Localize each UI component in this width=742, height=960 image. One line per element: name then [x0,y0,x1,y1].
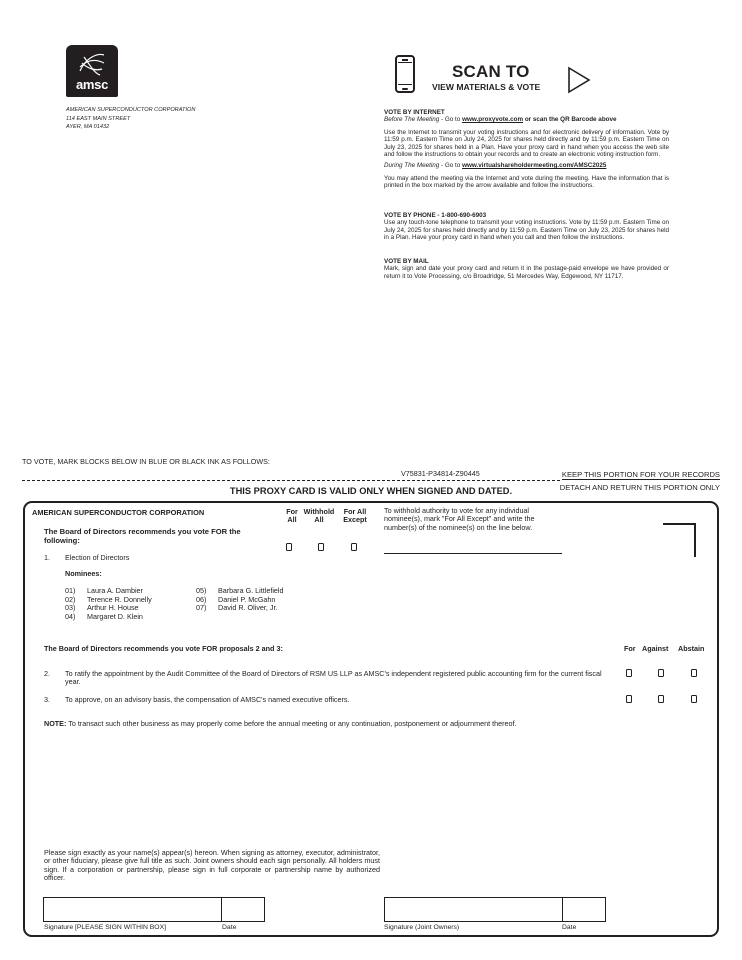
for-all-except-checkbox[interactable] [351,543,357,551]
header-address [66,106,195,132]
item1-number: 1. [44,553,50,562]
scan-heading: SCAN TO [452,62,530,81]
item3-text: To approve, on an advisory basis, the compensation of AMSC's named executive officers. [65,695,350,704]
keep-divider [562,479,720,480]
nominee-item: 05) Barbara G. Littlefield [196,586,284,595]
joint-signature-label: Signature (Joint Owners) [384,924,460,931]
control-number: V75831-P34814-Z90445 [401,469,480,478]
during-meeting-line: During The Meeting - Go to www.virtualshareholdermeeting.com/AMSC2025 [384,162,607,170]
col-withhold-all: Withhold All [303,507,335,524]
nominee-item: 04) Margaret D. Klein [65,611,143,621]
corner-mark [663,523,695,525]
logo-text: amsc [75,77,109,92]
nominees-label: Nominees: [65,569,102,578]
marking-instructions: TO VOTE, MARK BLOCKS BELOW IN BLUE OR BLACK INK AS FOLLOWS: [22,457,270,466]
proposal2-against-checkbox[interactable] [658,669,664,677]
joint-date-label: Date [562,924,577,931]
col-for-all-except: For All Except [343,507,367,524]
board-recommendation-proposals: The Board of Directors recommends you vote FOR proposals 2 and 3: [44,644,283,653]
col-abstain: Abstain [678,644,705,653]
item3-number: 3. [44,695,50,704]
withhold-instructions: To withhold authority to vote for any individual nominee(s), mark "For All Except" and write the number(s) of the nominee(s) on the line below. [384,506,535,532]
address-line: 114 EAST MAIN STREET [66,115,131,122]
col-for-all: For All [286,507,298,524]
item1-text: Election of Directors [65,553,130,562]
proxyvote-link[interactable]: www.proxyvote.com [462,116,524,124]
nominee-item: 02) Terence R. Donnelly [65,594,152,604]
scan-subheading: VIEW MATERIALS & VOTE [432,82,541,92]
detach-dashed-line [22,480,560,481]
nominee-item: 07) David R. Oliver, Jr. [196,603,278,613]
joint-signature-box[interactable] [384,897,563,922]
vote-phone-heading: VOTE BY PHONE - 1-800-690-6903 [384,212,487,219]
date-box[interactable] [221,897,265,922]
before-meeting-line: Before The Meeting - Go to www.proxyvote.com or scan the QR Barcode above [384,116,617,124]
sign-instructions: Please sign exactly as your name(s) appear(s) hereon. When signing as attorney, executor, administrator, or other fiduciary, please give full title as such. Joint owners should each sign personally. All holders must sign. If a corporation or partnership, please sign in full corporate or partnership name by authorized officer. [44,848,380,883]
proposal2-abstain-checkbox[interactable] [691,669,697,677]
vote-mail-body: Mark, sign and date your proxy card and return it in the postage-paid envelope we have provided or return it to Vote Processing, c/o Broadridge, 51 Mercedes Way, Edgewood, NY 11717. [384,265,669,280]
nominee-item: 06) Daniel P. McGahn [196,594,276,604]
nominee-item: 01) Laura A. Dambier [65,586,143,595]
col-against: Against [642,644,669,653]
nominee-item: 03) Arthur H. House [65,603,139,613]
withhold-all-checkbox[interactable] [318,543,324,551]
proposal2-for-checkbox[interactable] [626,669,632,677]
vote-phone-section [384,212,669,242]
date-label: Date [222,924,237,931]
signature-label: Signature [PLEASE SIGN WITHIN BOX] [44,924,167,931]
nominees-left-list [65,587,152,621]
swirl-icon [76,49,108,79]
proposal3-for-checkbox[interactable] [626,695,632,703]
company-logo [66,45,118,97]
proposal3-abstain-checkbox[interactable] [691,695,697,703]
keep-portion-label: KEEP THIS PORTION FOR YOUR RECORDS [561,470,720,479]
vote-phone-body: Use any touch-tone telephone to transmit your voting instructions. Vote by 11:59 p.m. Eastern Time on July 24, 2025 for shares held directly and by 11:59 p.m. Eastern Time on July 23, 2025 for shares held in a Plan. Have your proxy card in hand when you call and then follow the instructions. [384,219,669,242]
nominee-exception-line[interactable] [384,553,562,554]
vote-internet-body: Use the Internet to transmit your voting instructions and for electronic delivery of information. Vote by 11:59 p.m. Eastern Time on July 24, 2025 for shares held directly and by 11:59 p.m. Eastern Time on July 23, 2025 for shares held in a Plan. Have your proxy card in hand when you access the web site and follow the instructions to obtain your records and to create an electronic voting instruction form. [384,128,669,159]
nominees-right-list [196,587,284,613]
item2-number: 2. [44,669,50,678]
col-for: For [624,644,636,653]
joint-date-box[interactable] [562,897,606,922]
note-text: NOTE: To transact such other business as may properly come before the annual meeting or any continuation, postponement or adjournment thereof. [44,719,517,728]
valid-notice: THIS PROXY CARD IS VALID ONLY WHEN SIGNED AND DATED. [229,486,513,496]
address-line: AMERICAN SUPERCONDUCTOR CORPORATION [66,107,196,113]
proposal3-against-checkbox[interactable] [658,695,664,703]
address-line: AYER, MA 01432 [66,124,110,130]
corner-mark [694,523,696,557]
detach-portion-label: DETACH AND RETURN THIS PORTION ONLY [559,483,720,492]
signature-box[interactable] [43,897,222,922]
play-arrow-icon [567,66,591,94]
for-all-checkbox[interactable] [286,543,292,551]
vote-mail-heading: VOTE BY MAIL [384,258,429,265]
vote-internet-heading: VOTE BY INTERNET [384,109,445,116]
card-company-name: AMERICAN SUPERCONDUCTOR CORPORATION [32,508,205,517]
phone-icon [395,55,415,93]
vote-mail-section [384,258,669,280]
virtual-meeting-link[interactable]: www.virtualshareholdermeeting.com/AMSC2025 [462,162,607,170]
board-recommendation-directors: The Board of Directors recommends you vote FOR the following: [44,527,241,545]
during-meeting-body: You may attend the meeting via the Internet and vote during the meeting. Have the information that is printed in the box marked by the arrow available and follow the instructions. [384,174,669,190]
item2-text: To ratify the appointment by the Audit Committee of the Board of Directors of RSM US LLP as AMSC's independent registered public accounting firm for the current fiscal year. [65,669,602,687]
vote-internet-section [384,109,669,190]
